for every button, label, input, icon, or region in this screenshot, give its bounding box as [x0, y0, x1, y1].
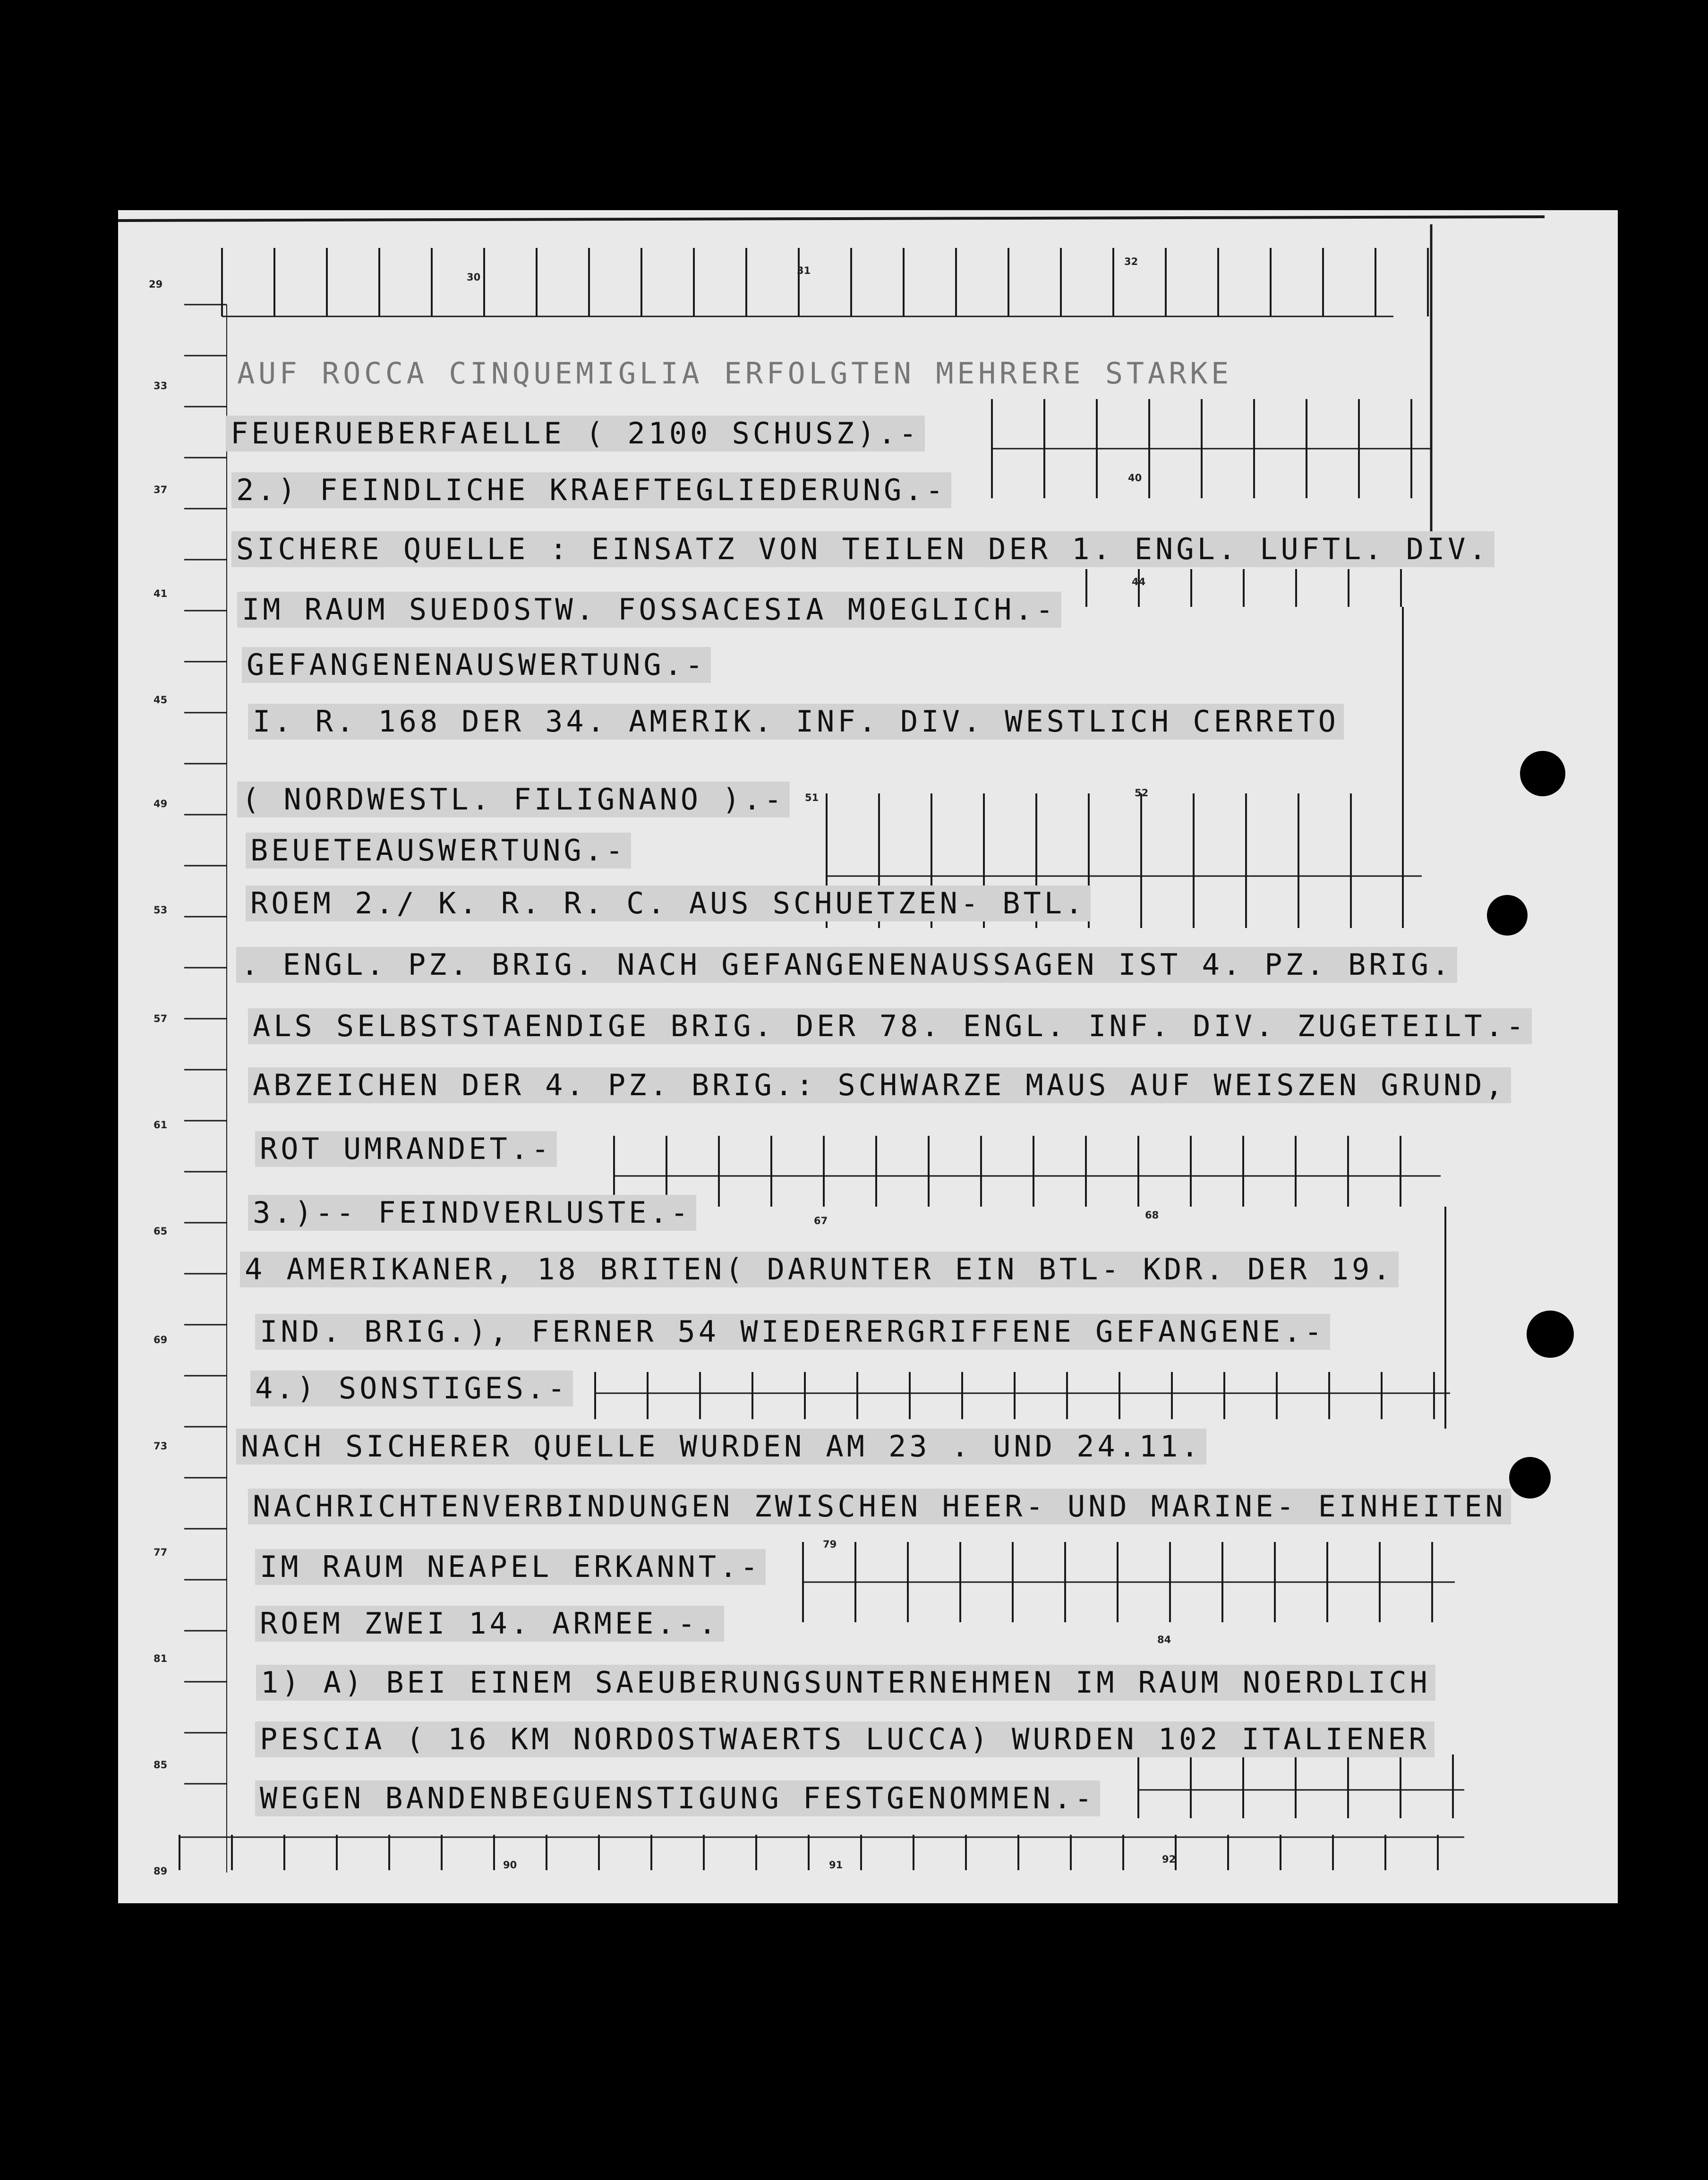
margin-number: 57 — [154, 1013, 168, 1024]
punch-hole — [1509, 1457, 1551, 1499]
grid-number: 51 — [805, 792, 819, 803]
grid-number: 91 — [829, 1859, 843, 1871]
text-line: 2.) FEINDLICHE KRAEFTEGLIEDERUNG.- — [231, 472, 951, 508]
text-line: PESCIA ( 16 KM NORDOSTWAERTS LUCCA) WURDEN 102 ITALIENER — [255, 1721, 1435, 1757]
teletype-page: 29 33 37 41 45 49 53 57 61 65 69 73 77 81 85 89 30 31 32 40 44 51 52 67 68 79 84 90 91 92 AUF ROCCA CINQUEMIGLIA ERFOLGTEN MEHRERE STARKE FEUERUEBERFAELLE ( 2100 SCHUSZ).- 2.) FEINDLICHE KRAEFTEGLIEDERUNG.- SICHERE QUELLE : EINSATZ VON TEILEN DER 1. ENGL. LUFTL. DIV. IM RAUM SUEDOSTW. FOSSACESIA MOEGLICH.- GEFANGENENAUSWERTUNG.- I. R. 168 DER 34. AMERIK. INF. DIV. WESTLICH CERRETO ( NORDWESTL. FILIGNANO ).- BEUETEAUSWERTUNG.- ROEM 2./ K. R. R. C. AUS SCHUETZEN- BTL. . ENGL. PZ. BRIG. NACH GEFANGENENAUSSAGEN IST 4. PZ. BRIG. ALS SELBSTSTAENDIGE BRIG. DER 78. ENGL. INF. DIV. ZUGETEILT.- ABZEICHEN DER 4. PZ. BRIG.: SCHWARZE MAUS AUF WEISZEN GRUND, ROT UMRANDET.- 3.)-- FEINDVERLUSTE.- 4 AMERIKANER, 18 BRITEN( DARUNTER EIN BTL- KDR. DER 19. IND. BRIG.), FERNER 54 WIEDERERGRIFFENE GEFANGENE.- 4.) SONSTIGES.- NACH SICHERER QUELLE WURDEN AM 23 . UND 24.11. NACHRICHTENVERBINDUNGEN ZWISCHEN HEER- UND MARINE- EINHEITEN IM RAUM NEAPEL ERKANNT.- ROEM ZWEI 14. ARMEE.-. 1) A) BEI EINEM SAEUBERUNGSUNTERNEHMEN IM RAUM NOERDLICH PESCIA ( 16 KM NORDOSTWAERTS LUCCA) WURDEN 102 ITALIENER WEGEN BANDENBEGUENSTIGUNG FESTGENOMMEN.- 27 — [118, 210, 1618, 1903]
margin-number: 65 — [154, 1226, 168, 1237]
margin-number: 77 — [154, 1547, 168, 1558]
grid-number: 44 — [1132, 576, 1146, 588]
margin-number: 61 — [154, 1119, 168, 1131]
text-line: GEFANGENENAUSWERTUNG.- — [242, 647, 711, 683]
grid-lines — [118, 210, 1618, 1903]
text-line: 4 AMERIKANER, 18 BRITEN( DARUNTER EIN BTL- KDR. DER 19. — [240, 1252, 1399, 1287]
margin-number: 73 — [154, 1440, 168, 1452]
margin-number: 53 — [154, 904, 168, 916]
margin-number: 85 — [154, 1759, 168, 1771]
text-line: ROEM ZWEI 14. ARMEE.-. — [255, 1606, 724, 1642]
text-line: NACHRICHTENVERBINDUNGEN ZWISCHEN HEER- UND MARINE- EINHEITEN — [248, 1489, 1511, 1524]
text-line: 3.)-- FEINDVERLUSTE.- — [248, 1195, 696, 1231]
grid-number: 31 — [797, 265, 811, 276]
text-line: 1) A) BEI EINEM SAEUBERUNGSUNTERNEHMEN IM RAUM NOERDLICH — [256, 1665, 1435, 1701]
text-line: AUF ROCCA CINQUEMIGLIA ERFOLGTEN MEHRERE STARKE — [237, 356, 1232, 391]
margin-number: 89 — [154, 1865, 168, 1877]
margin-number: 49 — [154, 798, 168, 809]
text-line: I. R. 168 DER 34. AMERIK. INF. DIV. WESTLICH CERRETO — [248, 704, 1344, 740]
text-line: BEUETEAUSWERTUNG.- — [246, 833, 631, 869]
margin-number: 29 — [149, 279, 163, 290]
text-line: IND. BRIG.), FERNER 54 WIEDERERGRIFFENE GEFANGENE.- — [255, 1314, 1330, 1350]
punch-hole — [1527, 1311, 1574, 1358]
text-line: IM RAUM SUEDOSTW. FOSSACESIA MOEGLICH.- — [237, 592, 1061, 628]
margin-number: 81 — [154, 1653, 168, 1664]
grid-number: 52 — [1135, 787, 1149, 799]
punch-hole — [1487, 895, 1528, 936]
grid-number: 30 — [467, 272, 481, 283]
text-line: ROEM 2./ K. R. R. C. AUS SCHUETZEN- BTL. — [246, 886, 1091, 921]
grid-number: 40 — [1128, 472, 1142, 484]
grid-number: 92 — [1162, 1854, 1176, 1865]
text-line: SICHERE QUELLE : EINSATZ VON TEILEN DER 1. ENGL. LUFTL. DIV. — [231, 531, 1494, 567]
margin-number: 69 — [154, 1334, 168, 1345]
grid-number: 79 — [823, 1539, 837, 1550]
grid-number: 32 — [1124, 256, 1138, 267]
grid-number: 67 — [814, 1215, 828, 1226]
text-line: ( NORDWESTL. FILIGNANO ).- — [237, 782, 790, 818]
margin-number: 41 — [154, 588, 168, 599]
margin-number: 33 — [154, 380, 168, 392]
grid-number: 84 — [1157, 1634, 1171, 1645]
margin-number: 37 — [154, 484, 168, 495]
text-line: ROT UMRANDET.- — [255, 1131, 557, 1167]
text-line: ALS SELBSTSTAENDIGE BRIG. DER 78. ENGL. INF. DIV. ZUGETEILT.- — [248, 1008, 1532, 1044]
text-line: . ENGL. PZ. BRIG. NACH GEFANGENENAUSSAGEN IST 4. PZ. BRIG. — [236, 947, 1457, 983]
text-line: ABZEICHEN DER 4. PZ. BRIG.: SCHWARZE MAUS AUF WEISZEN GRUND, — [248, 1067, 1511, 1103]
text-line: FEUERUEBERFAELLE ( 2100 SCHUSZ).- — [226, 416, 925, 451]
text-line: IM RAUM NEAPEL ERKANNT.- — [255, 1549, 766, 1585]
grid-number: 90 — [503, 1859, 517, 1871]
margin-number: 45 — [154, 694, 168, 706]
grid-number: 68 — [1145, 1209, 1159, 1221]
text-line: NACH SICHERER QUELLE WURDEN AM 23 . UND 24.11. — [236, 1429, 1206, 1465]
text-line: WEGEN BANDENBEGUENSTIGUNG FESTGENOMMEN.- — [255, 1780, 1100, 1816]
punch-hole — [1520, 751, 1565, 796]
text-line: 4.) SONSTIGES.- — [250, 1371, 573, 1406]
